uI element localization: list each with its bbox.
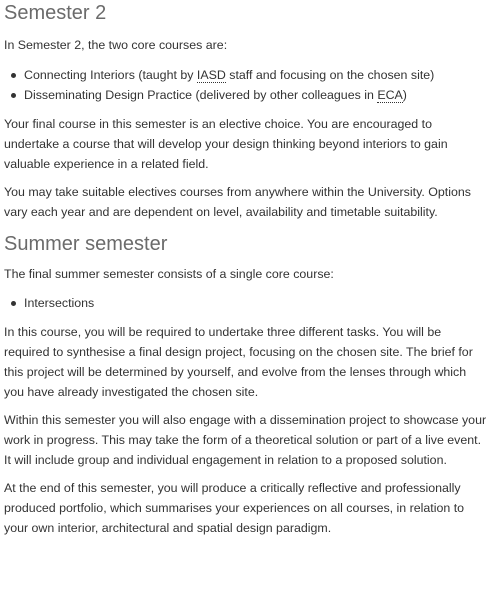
list-item (24, 85, 488, 105)
semester-2-intro: In Semester 2, the two core courses are: (4, 38, 228, 52)
summer-tasks-paragraph: In this course, you will be required to undertake three different tasks. You will be required to synthesise a final design project, focusing on the chosen site. The brief for this project will be determined by yourself, and evolve from the lenses through which you have already investigated the chosen site. (4, 325, 473, 399)
list-item: Intersections (24, 293, 488, 313)
abbreviation-iasd[interactable]: IASD (196, 68, 226, 82)
summer-dissemination-paragraph: Within this semester you will also engage with a dissemination project to showcase your work in progress. This may take the form of a theoretical solution or part of a live event. It will include group and individual engagement in relation to a proposed solution. (4, 413, 487, 467)
semester-2-heading: Semester 2 (4, 2, 107, 24)
list-item (24, 65, 488, 85)
summer-core-course-list (4, 293, 488, 313)
semester-2-core-courses-list (4, 65, 488, 105)
semester-2-elective-paragraph: Your final course in this semester is an elective choice. You are encouraged to undertake a course that will develop your design thinking beyond interiors to gain valuable experience in a related field. (4, 117, 448, 171)
abbreviation-eca[interactable]: ECA (377, 88, 403, 102)
list-item-text: staff and focusing on the chosen site) (225, 68, 435, 82)
list-item-text: Disseminating Design Practice (delivered by other colleagues in (24, 88, 378, 102)
summer-semester-intro: The final summer semester consists of a single core course: (4, 267, 334, 281)
summer-semester-heading: Summer semester (4, 233, 168, 255)
list-item-text: Connecting Interiors (taught by (24, 68, 197, 82)
summer-portfolio-paragraph: At the end of this semester, you will produce a critically reflective and professionally produced portfolio, which summarises your experiences on all courses, in relation to your own interior, architectural and spatial design paradigm. (4, 481, 465, 535)
list-item-text: ) (402, 88, 407, 102)
semester-2-options-paragraph: You may take suitable electives courses from anywhere within the University. Options vary each year and are dependent on level, availability and timetable suitability. (4, 185, 471, 219)
